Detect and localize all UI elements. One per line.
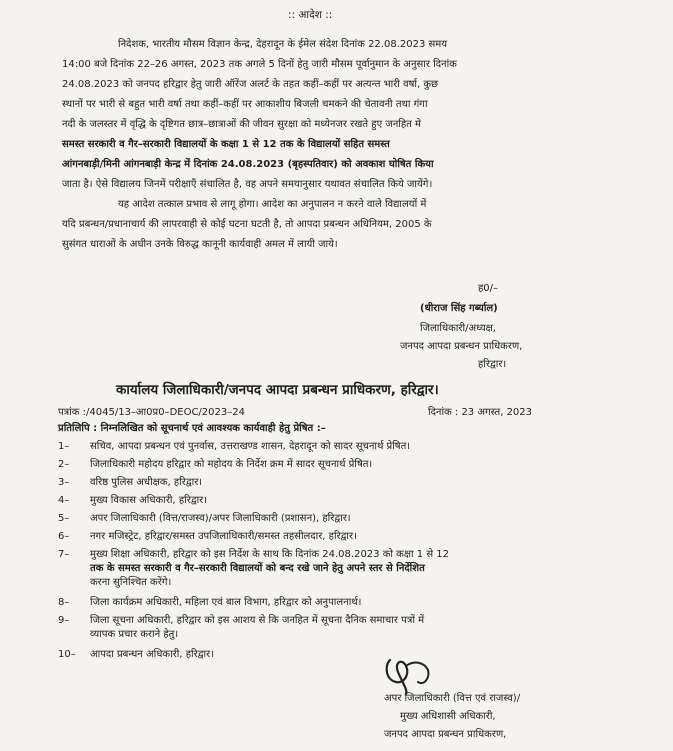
copy-heading: प्रतिलिपि : निम्नलिखित को सूचनार्थ एवं आवश्यक कार्यवाही हेतु प्रेषित :–: [58, 423, 326, 434]
order-title: :: आदेश ::: [288, 9, 333, 21]
order-line: जाता है। ऐसे विद्यालय जिनमें परीक्षाएँ संचालित है, वह अपने समयानुसार यथावत संचालित किये जायेंगे।: [62, 179, 433, 190]
signatory-place: हरिद्वार।: [478, 359, 507, 370]
list-item: तक के समस्त सरकारी व गैर–सरकारी विद्यालयों को बन्द रखे जाने हेतु अपने स्तर से निर्देशित: [90, 563, 425, 574]
list-number: 7–: [58, 549, 70, 560]
signatory2-designation: अपर जिलाधिकारी (वित्त एवं राजस्व)/: [384, 693, 521, 704]
order-line: स्थानों पर भारी से बहुत भारी वर्षा तथा कहीं–कहीं पर आकाशीय बिजली चमकने की चेतावनी तथा गंगा: [62, 99, 428, 110]
order-line: यह आदेश तत्काल प्रभाव से लागू होगा। आदेश का अनुपालन न करने वाले विद्यालयों में: [118, 199, 427, 210]
list-number: 10–: [58, 649, 76, 660]
letter-number: पत्रांक :/4045/13–आ0प्र0–DEOC/2023–24: [58, 407, 245, 418]
list-number: 1–: [58, 441, 70, 452]
letter-date: दिनांक : 23 अगस्त, 2023: [428, 407, 533, 418]
list-number: 5–: [58, 513, 70, 524]
list-item: व्यापक प्रचार कराने हेतु।: [90, 629, 179, 640]
list-item: आपदा प्रबन्धन अधिकारी, हरिद्वार।: [90, 649, 214, 660]
office-heading: कार्यालय जिलाधिकारी/जनपद आपदा प्रबन्धन प्राधिकरण, हरिद्वार।: [116, 382, 439, 398]
list-item: जिला सूचना अधिकारी, हरिद्वार को इस आशय से कि जनहित में सूचना दैनिक समाचार पत्रों में: [90, 615, 425, 626]
list-number: 2–: [58, 459, 70, 470]
order-line: समस्त सरकारी व गैर–सरकारी विद्यालयों के कक्षा 1 से 12 तक के विद्यालयों सहित समस्त: [62, 139, 390, 150]
list-item: वरिष्ठ पुलिस अधीक्षक, हरिद्वार।: [90, 477, 203, 488]
list-item: मुख्य विकास अधिकारी, हरिद्वार।: [90, 495, 208, 506]
list-number: 9–: [58, 615, 70, 626]
list-item: अपर जिलाधिकारी (वित्त/राजस्व)/अपर जिलाधिकारी (प्रशासन), हरिद्वार।: [90, 513, 351, 524]
list-number: 6–: [58, 531, 70, 542]
order-line: सुसंगत धाराओं के अधीन उनके विरुद्ध कानूनी कार्यवाही अमल में लायी जाये।: [62, 239, 338, 250]
list-number: 4–: [58, 495, 70, 506]
list-item: मुख्य शिक्षा अधिकारी, हरिद्वार को इस निर्देश के साथ कि दिनांक 24.08.2023 को कक्षा 1 से 12: [90, 549, 449, 560]
list-item: करना सुनिश्चित करेंगे।: [90, 577, 172, 588]
order-line: आंगनबाड़ी/मिनी आंगनबाड़ी केन्द्र में दिनांक 24.08.2023 (बृहस्पतिवार) को अवकाश घोषित किया: [62, 159, 434, 170]
list-number: 3–: [58, 477, 70, 488]
list-number: 8–: [58, 597, 70, 608]
signatory-authority: जनपद आपदा प्रबन्धन प्राधिकरण,: [400, 341, 523, 352]
order-line: 14:00 बजे दिनांक 22–26 अगस्त, 2023 तक अगले 5 दिनों हेतु जारी मौसम पूर्वानुमान के अनुसार दिनांक: [62, 59, 457, 70]
list-item: जिलाधिकारी महोदय हरिद्वार को महोदय के निर्देश क्रम में सादर सूचनार्थ प्रेषित।: [90, 459, 373, 470]
signatory-name: (धीराज सिंह गर्ब्याल): [420, 303, 498, 314]
signatory2-authority: जनपद आपदा प्रबन्धन प्राधिकरण,: [384, 729, 507, 740]
order-line: निदेशक, भारतीय मौसम विज्ञान केन्द्र, देहरादून के ईमेल संदेश दिनांक 22.08.2023 समय: [118, 39, 448, 50]
signatory2-designation: मुख्य अधिशासी अधिकारी,: [400, 711, 496, 722]
signatory-designation: जिलाधिकारी/अध्यक्ष,: [420, 323, 496, 334]
signed-mark: ह0/–: [478, 283, 499, 294]
order-line: 24.08.2023 को जनपद हरिद्वार हेतु जारी ऑरेंज अलर्ट के तहत कहीं–कहीं पर अत्यन्त भारी वर्षा, कुछ: [62, 79, 439, 90]
signature-mark: [380, 652, 440, 696]
list-item: सचिव, आपदा प्रबन्धन एवं पुनर्वास, उत्तराखण्ड शासन, देहरादून को सादर सूचनार्थ प्रेषित।: [90, 441, 411, 452]
order-line: यदि प्रबन्धन/प्रधानाचार्य की लापरवाही से कोई घटना घटती है, तो आपदा प्रबन्धन अधिनियम, 2005 के: [62, 219, 432, 230]
list-item: जिला कार्यक्रम अधिकारी, महिला एवं बाल विभाग, हरिद्वार को अनुपालनार्थ।: [90, 597, 362, 608]
order-line: नदी के जलस्तर में वृद्धि के दृष्टिगत छात्र–छात्राओं की जीवन सुरक्षा को मध्येनजर रखते हुए जनहित मे: [62, 119, 422, 130]
list-item: नगर मजिस्ट्रेट, हरिद्वार/समस्त उपजिलाधिकारी/समस्त तहसीलदार, हरिद्वार।: [90, 531, 357, 542]
